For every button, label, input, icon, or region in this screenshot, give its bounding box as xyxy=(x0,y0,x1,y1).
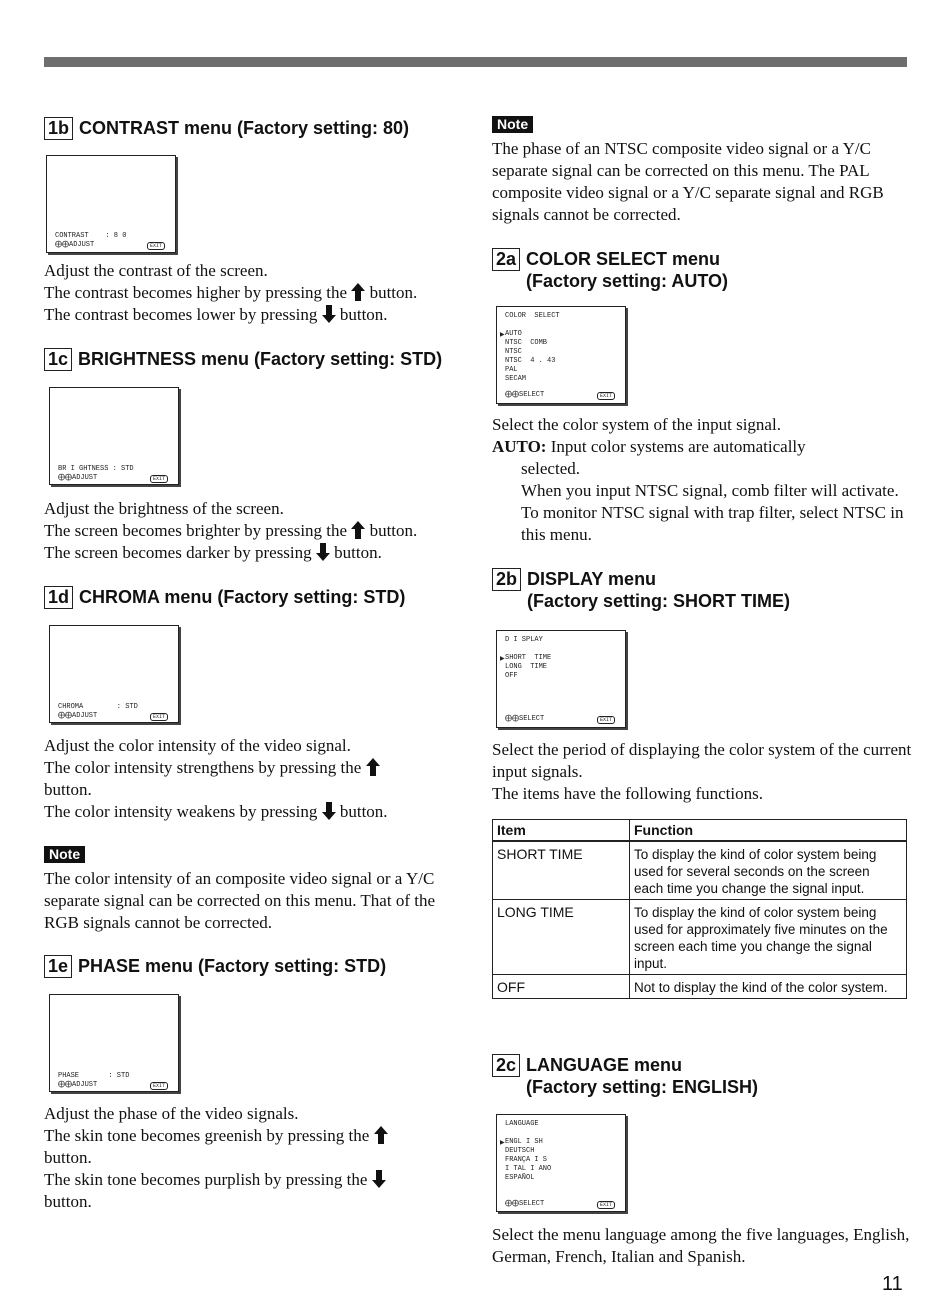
section-subtitle: (Factory setting: SHORT TIME) xyxy=(527,591,791,611)
table-header-row xyxy=(493,820,907,842)
brightness-description: Adjust the brightness of the screen. The screen becomes brighter by pressing the button. The screen becomes darker by pressing button. xyxy=(44,499,418,562)
section-title: CONTRAST menu (Factory setting: 80) xyxy=(79,118,410,138)
section-number: 1d xyxy=(44,586,73,609)
section-2a-heading xyxy=(492,248,728,292)
section-title: PHASE menu (Factory setting: STD) xyxy=(78,956,387,976)
down-arrow-icon xyxy=(322,802,336,820)
up-arrow-icon xyxy=(351,521,365,539)
down-arrow-icon xyxy=(322,305,336,323)
exit-label: EXIT xyxy=(597,716,615,724)
joystick-icon: ⨁⨁ xyxy=(505,1200,519,1208)
screen-line: CONTRAST : 8 0 xyxy=(55,232,127,240)
screen-option-selected: ▶ ENGL I SH xyxy=(505,1138,551,1147)
section-2b-heading xyxy=(492,568,790,612)
screen-control-hint: ⨁⨁SELECT xyxy=(505,391,545,399)
header-rule xyxy=(44,57,907,67)
section-title: DISPLAY menu xyxy=(527,569,657,589)
section-number: 1c xyxy=(44,348,72,371)
exit-label: EXIT xyxy=(597,392,615,400)
screen-header: D I SPLAY xyxy=(505,636,543,644)
section-number: 2a xyxy=(492,248,520,271)
language-description: Select the menu language among the five languages, English, German, French, Italian and Spanish. xyxy=(492,1225,910,1266)
page-number: 11 xyxy=(882,1273,903,1295)
screen-control-hint: ⨁⨁ADJUST xyxy=(58,1081,98,1089)
display-functions-table xyxy=(492,819,907,999)
section-number: 1b xyxy=(44,117,73,140)
chroma-screen-illustration xyxy=(49,625,179,723)
section-1e-heading xyxy=(44,955,386,978)
joystick-icon: ⨁⨁ xyxy=(58,474,72,482)
phase-screen-illustration xyxy=(49,994,179,1092)
table-row xyxy=(493,975,907,999)
section-title: LANGUAGE menu xyxy=(526,1055,683,1075)
section-2c-heading xyxy=(492,1054,758,1098)
up-arrow-icon xyxy=(351,283,365,301)
section-1b-heading xyxy=(44,117,409,140)
screen-option: ESPAÑOL xyxy=(505,1174,535,1182)
up-arrow-icon xyxy=(366,758,380,776)
note-badge: Note xyxy=(492,116,533,133)
screen-option: SECAM xyxy=(505,375,527,383)
function-cell: To display the kind of color system being used for approximately five minutes on the screen each time you change the signal input. xyxy=(630,900,907,975)
joystick-icon: ⨁⨁ xyxy=(55,241,69,249)
screen-option: FRANÇA I S xyxy=(505,1156,548,1164)
screen-option: NTSC xyxy=(505,348,522,356)
chroma-description: Adjust the color intensity of the video signal. The color intensity strengthens by pressing the button. The color intensity weakens by pressing button. xyxy=(44,736,388,821)
screen-control-hint: ⨁⨁ADJUST xyxy=(55,241,95,249)
down-arrow-icon xyxy=(316,543,330,561)
note-badge: Note xyxy=(44,846,85,863)
screen-line: CHROMA : STD xyxy=(58,703,138,711)
function-cell: To display the kind of color system being used for several seconds on the screen each time you change the signal input. xyxy=(630,841,907,900)
column-header: Function xyxy=(630,820,907,842)
function-cell: Not to display the kind of the color system. xyxy=(630,975,907,999)
section-subtitle: (Factory setting: AUTO) xyxy=(526,271,729,291)
screen-option-selected: ▶ SHORT TIME xyxy=(505,654,551,663)
joystick-icon: ⨁⨁ xyxy=(58,1081,72,1089)
phase-description: Adjust the phase of the video signals. The skin tone becomes greenish by pressing the button. The skin tone becomes purplish by pressing the button. xyxy=(44,1103,469,1213)
screen-option: NTSC 4 . 43 xyxy=(505,357,556,365)
item-cell: SHORT TIME xyxy=(493,841,630,900)
screen-line: BR I GHTNESS : STD xyxy=(58,465,134,473)
screen-control-hint: ⨁⨁ADJUST xyxy=(58,474,98,482)
section-number: 2c xyxy=(492,1054,520,1077)
exit-label: EXIT xyxy=(150,713,168,721)
section-1c-heading xyxy=(44,348,442,371)
screen-option: LONG TIME xyxy=(505,663,548,671)
screen-option: NTSC COMB xyxy=(505,339,548,347)
language-screen-illustration xyxy=(496,1114,626,1212)
joystick-icon: ⨁⨁ xyxy=(58,712,72,720)
screen-header: COLOR SELECT xyxy=(505,312,560,320)
section-title: CHROMA menu (Factory setting: STD) xyxy=(79,587,406,607)
exit-label: EXIT xyxy=(147,242,165,250)
exit-label: EXIT xyxy=(150,1082,168,1090)
section-title: BRIGHTNESS menu (Factory setting: STD) xyxy=(78,349,443,369)
screen-option: OFF xyxy=(505,672,518,680)
table-row xyxy=(493,841,907,900)
screen-option: PAL xyxy=(505,366,518,374)
joystick-icon: ⨁⨁ xyxy=(505,715,519,723)
item-cell: LONG TIME xyxy=(493,900,630,975)
section-number: 2b xyxy=(492,568,521,591)
phase-note-text: The phase of an NTSC composite video signal or a Y/C separate signal can be corrected on this menu. The PAL composite video signal or a Y/C separate signal and RGB signals cannot be corrected. xyxy=(492,139,884,224)
screen-option: I TAL I ANO xyxy=(505,1165,552,1173)
column-header: Item xyxy=(493,820,630,842)
exit-label: EXIT xyxy=(150,475,168,483)
section-1d-heading xyxy=(44,586,405,609)
exit-label: EXIT xyxy=(597,1201,615,1209)
color-select-screen-illustration xyxy=(496,306,626,404)
section-title: COLOR SELECT menu xyxy=(526,249,721,269)
screen-option: DEUTSCH xyxy=(505,1147,535,1155)
joystick-icon: ⨁⨁ xyxy=(505,391,519,399)
chroma-note-text: The color intensity of an composite video signal or a Y/C separate signal can be corrected on this menu. That of the RGB signals cannot be corrected. xyxy=(44,869,436,932)
display-description: Select the period of displaying the color system of the current input signals. The items have the following functions. xyxy=(492,740,912,803)
item-cell: OFF xyxy=(493,975,630,999)
section-number: 1e xyxy=(44,955,72,978)
contrast-screen-illustration xyxy=(46,155,176,253)
screen-line: PHASE : STD xyxy=(58,1072,130,1080)
up-arrow-icon xyxy=(374,1126,388,1144)
display-screen-illustration xyxy=(496,630,626,728)
color-select-description: Select the color system of the input signal. AUTO: Input color systems are automatically selected. When you input NTSC signal, comb filter will activate. To monitor NTSC signal with trap filter, select NTSC in this menu. xyxy=(492,415,904,544)
screen-header: LANGUAGE xyxy=(505,1120,539,1128)
screen-control-hint: ⨁⨁SELECT xyxy=(505,715,545,723)
screen-control-hint: ⨁⨁SELECT xyxy=(505,1200,545,1208)
down-arrow-icon xyxy=(372,1170,386,1188)
screen-option-selected: ▶ AUTO xyxy=(505,330,560,339)
table-row xyxy=(493,900,907,975)
screen-control-hint: ⨁⨁ADJUST xyxy=(58,712,98,720)
section-subtitle: (Factory setting: ENGLISH) xyxy=(526,1077,759,1097)
contrast-description: Adjust the contrast of the screen. The contrast becomes higher by pressing the button. The contrast becomes lower by pressing button. xyxy=(44,261,418,324)
auto-term: AUTO: xyxy=(492,437,547,456)
brightness-screen-illustration xyxy=(49,387,179,485)
